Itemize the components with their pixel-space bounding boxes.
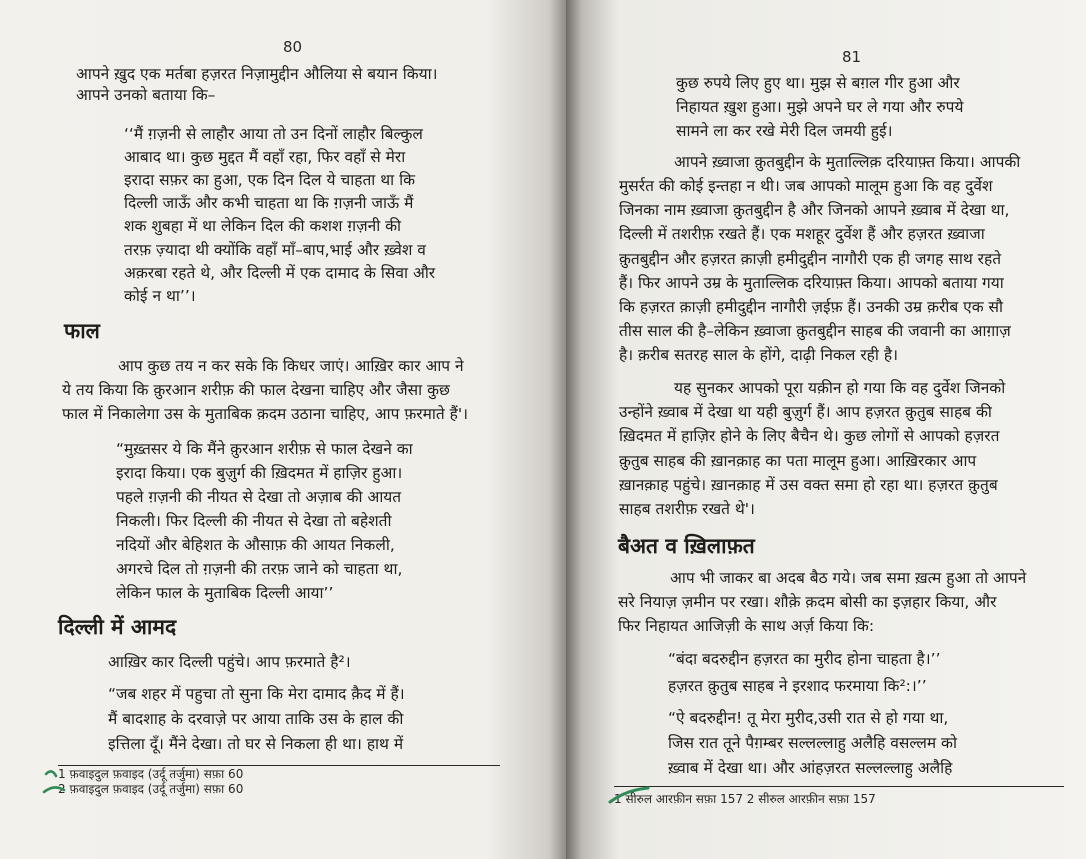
quote-line: इत्तिला दूँ। मैंने देखा। तो घर से निकला ही था। हाथ में [108, 735, 404, 753]
text-line: आख़िर कार दिल्ली पहुंचे। आप फ़रमाते है²। [108, 653, 351, 671]
quote-line: अक़रबा रहते थे, और दिल्ली में एक दामाद के सिवा और [124, 264, 436, 282]
pen-tick-mark [606, 782, 654, 808]
text-line: सरे नियाज़ ज़मीन पर रखा। शौक़े क़दम बोसी का इज़हार किया, और [618, 593, 997, 611]
text-line: मुसर्रत की कोई इन्तहा न थी। जब आपको मालूम हुआ कि वह दुर्वेश [619, 177, 993, 195]
footnote-rule [614, 786, 1064, 787]
quote-line: “बंदा बदरुद्दीन हज़रत का मुरीद होना चाहता है।’’ [668, 650, 941, 668]
quote-line: नदियों और बेहिशत के औसाफ़ की आयत निकली, [116, 536, 395, 554]
footnote: 1 सीरुल आरफ़ीन सफ़ा 157 2 सीरुल आरफ़ीन सफ़ा 157 [614, 792, 876, 806]
footnote: 2 फ़वाइदुल फ़वाइद (उर्दू तर्जुमा) सफ़ा 60 [58, 782, 244, 796]
text-line: जिनका नाम ख़्वाजा क़ुतबुद्दीन है और जिनको आपने ख़्वाब में देखा था, [619, 201, 1010, 219]
text-line: ख़िदमत में हाज़िर होने के लिए बैचैन थे। कुछ लोगों से आपको हज़रत [619, 427, 1000, 445]
text-line: आप कुछ तय न कर सके कि किधर जाएं। आख़िर कार आप ने [118, 357, 464, 375]
pen-tick-mark [40, 764, 84, 798]
section-heading: बैअत व ख़िलाफ़त [618, 534, 755, 558]
quote-line: पहले ग़ज़नी की नीयत से देखा तो अज़ाब की आयत [116, 488, 402, 506]
text-line: फिर निहायत आजिज़ी के साथ अर्ज़ किया कि: [618, 617, 875, 635]
page-number: 81 [842, 48, 862, 66]
text-line: क़ुतबुद्दीन और हज़रत क़ाज़ी हमीदुद्दीन नागौरी एक ही जगह साथ रहते [619, 250, 1002, 268]
quote-line: “जब शहर में पहुचा तो सुना कि मेरा दामाद क़ैद में हैं। [108, 685, 405, 703]
quote-line: ख़्वाब में देखा था। और आंहज़रत सल्लल्लाहु अलैहि [668, 759, 953, 777]
quote-line: कोई न था’’। [124, 287, 196, 305]
section-heading: दिल्ली में आमद [58, 615, 177, 639]
text-line: ख़ानक़ाह पहुंचे। ख़ानक़ाह में उस वक्त समा हो रहा था। हज़रत क़ुतुब [619, 476, 998, 494]
text-line: तीस साल की है–लेकिन ख़्वाजा क़ुतबुद्दीन साहब की जवानी का आग़ाज़ [619, 322, 1011, 340]
section-heading: फाल [64, 319, 100, 343]
page-number: 80 [283, 38, 303, 56]
text-line: क़ुतुब साहब की ख़ानक़ाह का पता मालूम हुआ। आख़िरकार आप [619, 452, 977, 470]
text-line: आपने ख़ुद एक मर्तबा हज़रत निज़ामुद्दीन औलिया से बयान किया। [76, 65, 438, 83]
quote-line: सामने ला कर रखे मेरी दिल जमयी हुई। [676, 122, 893, 140]
text-line: उन्होंने ख़्वाब में देखा था यही बुज़ुर्ग हैं। आप हज़रत क़ुतुब साहब की [619, 403, 992, 421]
quote-line: लेकिन फाल के मुताबिक दिल्ली आया’’ [116, 584, 334, 602]
quote-line: “मुख़्तसर ये कि मैंने क़ुरआन शरीफ़ से फाल देखने का [116, 440, 413, 458]
quote-line: दिल्ली जाऊँ और कभी चाहता था कि ग़ज़नी जाऊँ मैं [124, 194, 414, 212]
text-line: कि हज़रत क़ाज़ी हमीदुद्दीन नागौरी ज़ईफ़ हैं। उनकी उम्र क़रीब एक सौ [619, 298, 1004, 316]
quote-line: ‘‘मैं ग़ज़नी से लाहौर आया तो उन दिनों लाहौर बिल्कुल [124, 125, 423, 143]
quote-line: आबाद था। कुछ मुद्दत मैं वहाँ रहा, फिर वहाँ से मेरा [124, 148, 406, 166]
text-line: है। क़रीब सतरह साल के होंगे, दाढ़ी निकल रही है। [619, 346, 898, 364]
text-line: आपने ख़्वाजा क़ुतबुद्दीन के मुताल्लिक़ दरियाफ़्त किया। आपकी [674, 153, 1021, 171]
text-line: यह सुनकर आपको पूरा यक़ीन हो गया कि वह दुर्वेश जिनको [674, 379, 1006, 397]
quote-line: “ऐ बदरुद्दीन! तू मेरा मुरीद,उसी रात से हो गया था, [668, 709, 949, 727]
quote-line: निहायत ख़ुश हुआ। मुझे अपने घर ले गया और रुपये [676, 98, 964, 116]
quote-line: जिस रात तूने पैग़म्बर सल्लल्लाहु अलैहि वसल्लम को [668, 734, 957, 752]
quote-line: निकली। फिर दिल्ली की नीयत से देखा तो बहेशती [116, 512, 392, 530]
quote-line: मैं बादशाह के दरवाज़े पर आया ताकि उस के हाल की [108, 710, 404, 728]
text-line: साहब तशरीफ़ रखते थे'। [619, 500, 755, 518]
quote-line: शक शुबहा में था लेकिन दिल की कशश ग़ज़नी की [124, 217, 402, 235]
text-line: आपने उनको बताया कि– [76, 86, 216, 104]
text-line: हैं। फिर आपने उम्र के मुताल्लिक दरियाफ़्त किया। आपको बताया गया [619, 274, 1004, 292]
quote-line: अगरचे दिल तो ग़ज़नी की तरफ़ जाने को चाहता था, [116, 560, 403, 578]
text-line: दिल्ली में तशरीफ़ रखते हैं। एक मशहूर दुर्वेश हैं और हज़रत ख़्वाजा [619, 225, 985, 243]
text-line: फाल में निकालेगा उस के मुताबिक क़दम उठाना चाहिए, आप फ़रमाते हैं'। [62, 405, 469, 423]
quote-line: इरादा किया। एक बुज़ुर्ग की ख़िदमत में हाज़िर हुआ। [116, 464, 403, 482]
text-line: ये तय किया कि क़ुरआन शरीफ़ की फाल देखना चाहिए और जैसा कुछ [62, 381, 450, 399]
text-line: हज़रत क़ुतुब साहब ने इरशाद फरमाया कि²:।’’ [668, 677, 927, 695]
quote-line: कुछ रुपये लिए हुए था। मुझ से बग़ल गीर हुआ और [676, 74, 960, 92]
quote-line: तरफ़ ज़्यादा थी क्योंकि वहाँ माँ–बाप,भाई और ख़्वेश व [124, 241, 426, 259]
right-page [566, 0, 1086, 859]
text-line: आप भी जाकर बा अदब बैठ गये। जब समा ख़त्म हुआ तो आपने [670, 569, 1027, 587]
footnote: 1 फ़वाइदुल फ़वाइद (उर्दू तर्जुमा) सफ़ा 60 [58, 767, 244, 781]
quote-line: इरादा सफ़र का हुआ, एक दिन दिल ये चाहता था कि [124, 171, 416, 189]
